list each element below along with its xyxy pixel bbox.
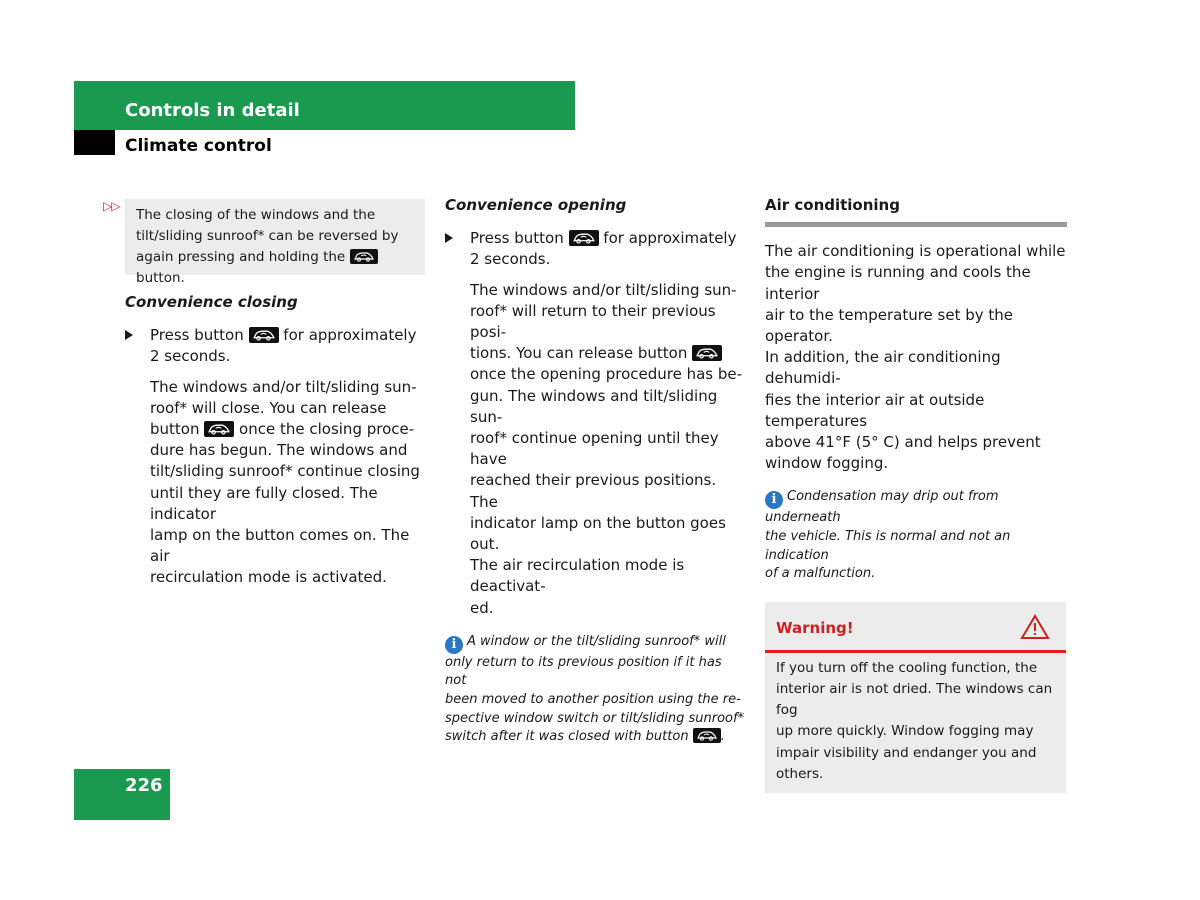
- subsection-title: Climate control: [125, 136, 272, 156]
- opening-info-note: i A window or the tilt/sliding sunroof* will only return to its previous position if it has not been moved to another position using the re- spective window switch or tilt/sliding sunroof* switch after it was closed with button .: [445, 633, 745, 745]
- info-icon: i: [765, 491, 783, 509]
- car-recirculation-button-icon: [350, 249, 378, 264]
- car-recirculation-button-icon: [249, 327, 279, 343]
- warning-text: If you turn off the cooling function, the interior air is not dried. The windows can fog up more quickly. Window fogging may impair visibility and endanger you and others.: [776, 659, 1053, 782]
- closing-instruction: Press button for approximately 2 seconds.: [125, 325, 420, 367]
- note-line: again pressing and holding the button.: [136, 247, 417, 289]
- condensation-info-note: i Condensation may drip out from underneath the vehicle. This is normal and not an indication of a malfunction.: [765, 489, 1011, 582]
- warning-header: [765, 602, 1066, 653]
- opening-description: The windows and/or tilt/sliding sun- roof* will return to their previous posi- tions. You can release button once the opening procedure has be- gun. The windows and tilt/sliding sun- roof* continue opening until they have reached their previous positions. The indicator lamp on the button goes out. The air recirculation mode is deactivat- ed.: [470, 280, 743, 617]
- car-recirculation-button-icon: [569, 230, 599, 246]
- note-line: tilt/sliding sunroof* can be reversed by: [136, 228, 399, 244]
- warning-triangle-icon: [1020, 614, 1050, 646]
- heading-divider: [765, 222, 1067, 227]
- subsection-marker: [74, 130, 115, 155]
- air-conditioning-heading: Air conditioning: [765, 196, 900, 214]
- car-recirculation-button-icon: [693, 728, 721, 743]
- air-conditioning-description: The air conditioning is operational while the engine is running and cools the interior air to the temperature set by the operator. In addition, the air conditioning dehumidi- fies the interior air at outside temperatures above 41°F (5° C) and helps prevent window fogging.: [765, 242, 1066, 473]
- note-line: The closing of the windows and the: [136, 207, 376, 223]
- continued-marker: ▷▷: [103, 199, 120, 213]
- air-conditioning-column: [765, 195, 1067, 793]
- page-number: 226: [125, 775, 163, 796]
- warning-box: [765, 602, 1066, 793]
- bullet-triangle-icon: [445, 233, 453, 243]
- info-icon: i: [445, 636, 463, 654]
- car-recirculation-button-icon: [692, 345, 722, 361]
- closing-description: The windows and/or tilt/sliding sun- roof* will close. You can release button once the closing proce- dure has begun. The windows and tilt/sliding sunroof* continue closing until they are fully closed. The indicator lamp on the button comes on. The air recirculation mode is activated.: [150, 377, 420, 587]
- convenience-closing-heading: Convenience closing: [125, 293, 298, 311]
- car-recirculation-button-icon: [204, 421, 234, 437]
- bullet-triangle-icon: [125, 330, 133, 340]
- section-title: Controls in detail: [125, 100, 300, 121]
- convenience-opening-heading: Convenience opening: [445, 196, 627, 214]
- opening-instruction: Press button for approximately 2 seconds.: [445, 228, 745, 270]
- warning-label: Warning!: [776, 618, 854, 637]
- note-box: [125, 199, 425, 286]
- convenience-opening-column: [445, 195, 745, 747]
- convenience-closing-column: [125, 292, 420, 589]
